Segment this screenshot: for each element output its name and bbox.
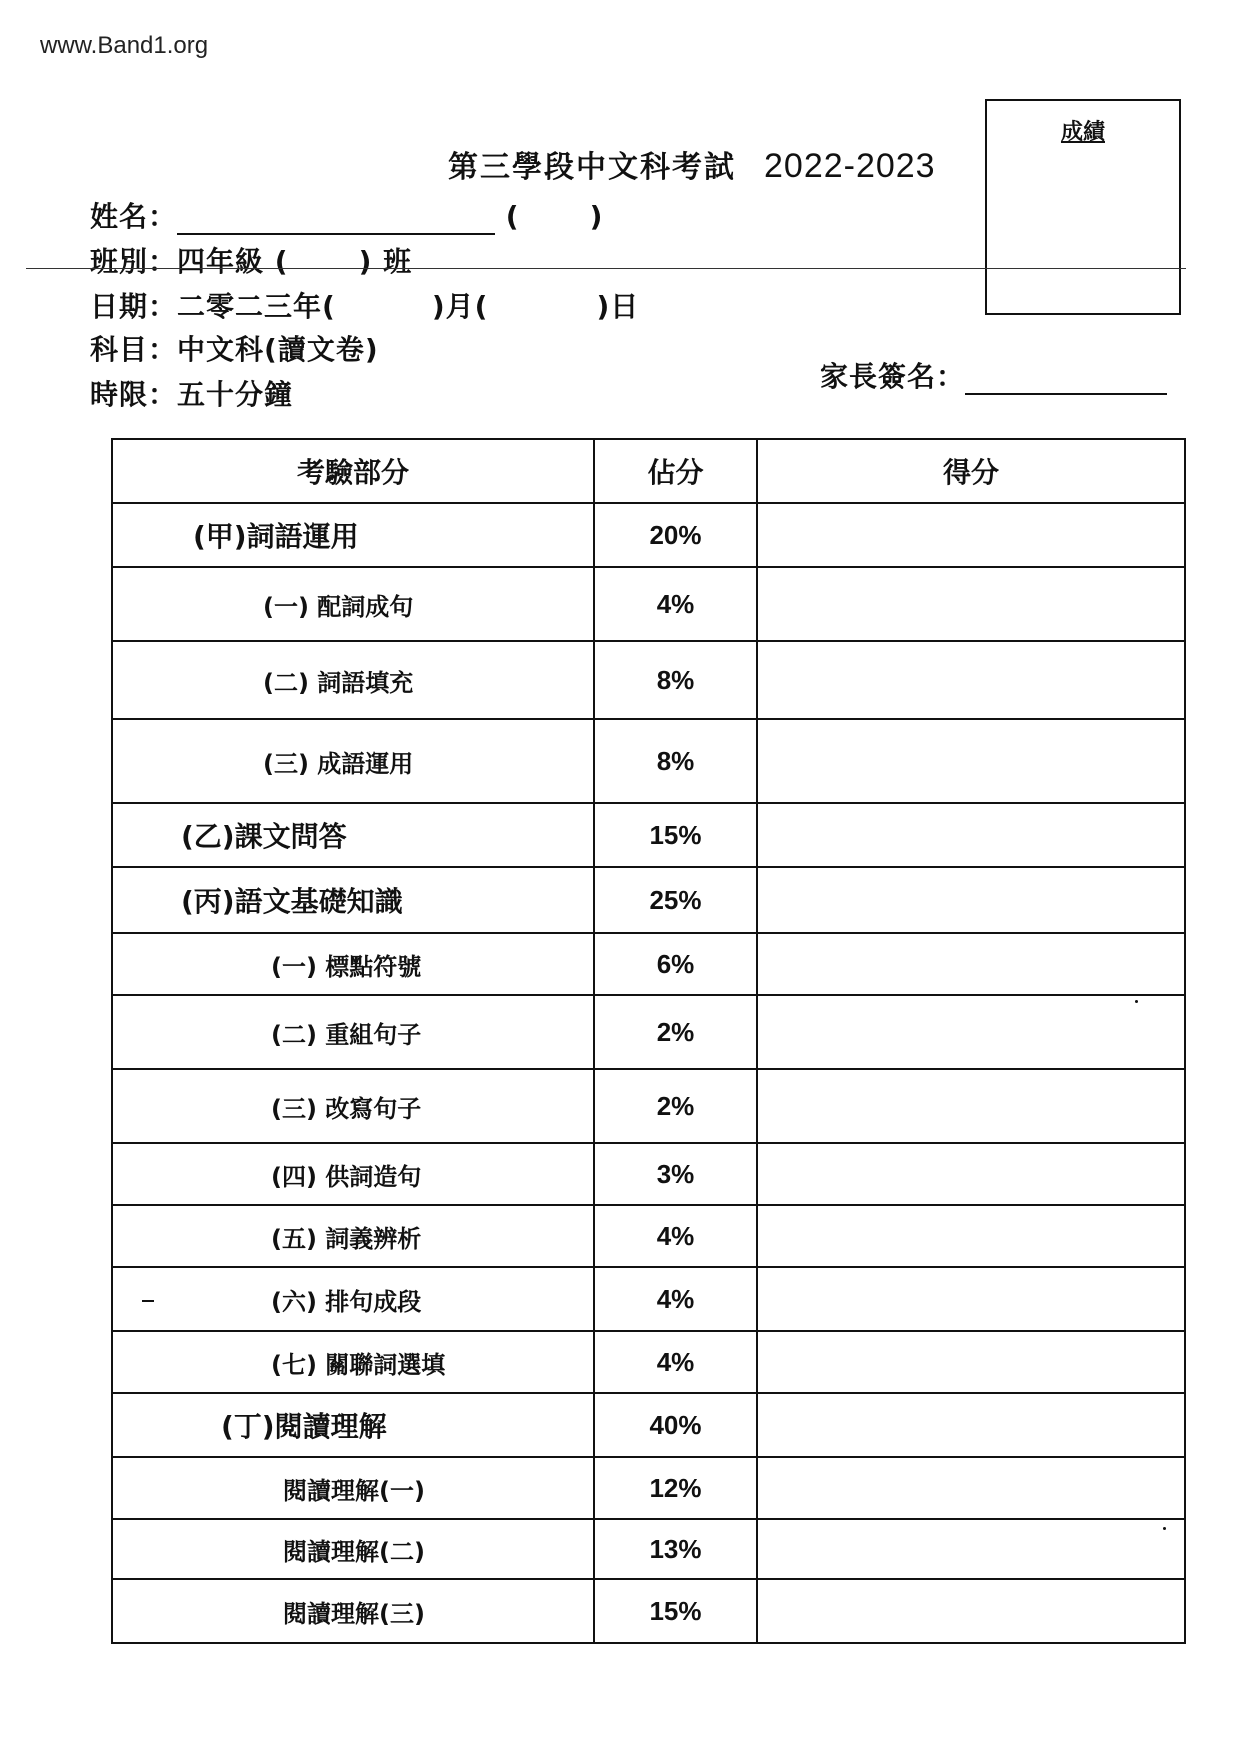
row-pct: 2%	[594, 1069, 757, 1143]
row-score-cell[interactable]	[757, 1519, 1185, 1579]
table-row	[112, 641, 1185, 719]
row-pct: 20%	[594, 503, 757, 567]
row-part: (丙)語文基礎知識	[112, 867, 594, 933]
row-score-cell[interactable]	[757, 867, 1185, 933]
table-row	[112, 1457, 1185, 1519]
date-label: 日期：	[90, 290, 178, 323]
row-score-cell[interactable]	[757, 641, 1185, 719]
row-pct: 15%	[594, 1579, 757, 1643]
header-pct: 佔分	[594, 439, 757, 503]
row-score-cell[interactable]	[757, 567, 1185, 641]
subject-value: 中文科(讀文卷)	[177, 333, 379, 366]
row-part: (四) 供詞造句	[112, 1143, 594, 1205]
time-label: 時限：	[90, 378, 178, 411]
parent-sign-blank[interactable]	[965, 363, 1167, 395]
row-part: (一) 標點符號	[112, 933, 594, 995]
score-table	[111, 438, 1186, 1644]
date-day-paren[interactable]: ( )	[474, 290, 611, 323]
row-score-cell[interactable]	[757, 1267, 1185, 1331]
table-row	[112, 719, 1185, 803]
date-year: 二零二三年	[177, 290, 323, 323]
table-row	[112, 1069, 1185, 1143]
class-suffix: 班	[383, 245, 413, 278]
watermark-url: www.Band1.org	[40, 32, 209, 59]
row-pct: 15%	[594, 803, 757, 867]
row-part: (丁)閱讀理解	[112, 1393, 594, 1457]
date-day: 日	[610, 290, 640, 323]
exam-title	[448, 142, 936, 186]
row-score-cell[interactable]	[757, 1069, 1185, 1143]
table-row	[112, 933, 1185, 995]
row-part: (七) 關聯詞選填	[112, 1331, 594, 1393]
name-blank[interactable]	[177, 203, 495, 235]
stray-dot	[1135, 1000, 1138, 1003]
date-row	[90, 285, 639, 325]
date-month: 月	[445, 290, 475, 323]
parent-sign-label: 家長簽名：	[820, 360, 966, 393]
table-row	[112, 995, 1185, 1069]
table-row	[112, 867, 1185, 933]
header-part: 考驗部分	[112, 439, 594, 503]
row-pct: 25%	[594, 867, 757, 933]
row-pct: 4%	[594, 567, 757, 641]
stray-mark	[142, 1300, 154, 1302]
table-row	[112, 1205, 1185, 1267]
row-score-cell[interactable]	[757, 1579, 1185, 1643]
row-part: (三) 成語運用	[112, 719, 594, 803]
table-row	[112, 1331, 1185, 1393]
row-pct: 6%	[594, 933, 757, 995]
table-row	[112, 1579, 1185, 1643]
time-row	[90, 373, 293, 413]
score-label: 成績	[1060, 120, 1105, 145]
row-score-cell[interactable]	[757, 719, 1185, 803]
table-row	[112, 567, 1185, 641]
table-row	[112, 1519, 1185, 1579]
table-row	[112, 803, 1185, 867]
name-label: 姓名：	[90, 200, 178, 233]
row-part: (三) 改寫句子	[112, 1069, 594, 1143]
table-row	[112, 1143, 1185, 1205]
row-score-cell[interactable]	[757, 1331, 1185, 1393]
row-pct: 12%	[594, 1457, 757, 1519]
row-pct: 8%	[594, 641, 757, 719]
row-pct: 13%	[594, 1519, 757, 1579]
row-part: (乙)課文問答	[112, 803, 594, 867]
class-value: 四年級	[177, 245, 265, 278]
scan-divider-line	[26, 268, 1186, 269]
row-pct: 3%	[594, 1143, 757, 1205]
row-pct: 40%	[594, 1393, 757, 1457]
row-score-cell[interactable]	[757, 1393, 1185, 1457]
class-row	[90, 240, 412, 280]
time-value: 五十分鐘	[177, 378, 294, 411]
table-row	[112, 503, 1185, 567]
row-pct: 4%	[594, 1205, 757, 1267]
class-paren[interactable]: ( )	[264, 245, 384, 278]
exam-year: 2022-2023	[764, 147, 936, 185]
subject-row	[90, 328, 379, 368]
subject-label: 科目：	[90, 333, 178, 366]
row-score-cell[interactable]	[757, 933, 1185, 995]
class-label: 班別：	[90, 245, 178, 278]
table-row	[112, 1267, 1185, 1331]
row-part: (六) 排句成段	[112, 1267, 594, 1331]
class-number-paren[interactable]: ( )	[495, 200, 604, 233]
row-pct: 4%	[594, 1267, 757, 1331]
row-score-cell[interactable]	[757, 1205, 1185, 1267]
stray-dot	[1163, 1527, 1166, 1530]
row-part: (二) 重組句子	[112, 995, 594, 1069]
score-box	[985, 99, 1181, 315]
row-part: (五) 詞義辨析	[112, 1205, 594, 1267]
row-score-cell[interactable]	[757, 503, 1185, 567]
row-score-cell[interactable]	[757, 995, 1185, 1069]
row-part: (二) 詞語填充	[112, 641, 594, 719]
row-score-cell[interactable]	[757, 803, 1185, 867]
table-header-row	[112, 439, 1185, 503]
header-score: 得分	[757, 439, 1185, 503]
row-part: 閱讀理解(三)	[112, 1579, 594, 1643]
row-part: (一) 配詞成句	[112, 567, 594, 641]
date-month-paren[interactable]: ( )	[322, 290, 446, 323]
row-part: 閱讀理解(二)	[112, 1519, 594, 1579]
row-pct: 2%	[594, 995, 757, 1069]
row-pct: 4%	[594, 1331, 757, 1393]
row-part: 閱讀理解(一)	[112, 1457, 594, 1519]
table-row	[112, 1393, 1185, 1457]
name-row	[90, 195, 603, 235]
row-score-cell[interactable]	[757, 1457, 1185, 1519]
exam-title-text: 第三學段中文科考試	[448, 150, 736, 185]
row-score-cell[interactable]	[757, 1143, 1185, 1205]
row-part: (甲)詞語運用	[112, 503, 594, 567]
parent-sign-row	[820, 355, 1167, 395]
row-pct: 8%	[594, 719, 757, 803]
